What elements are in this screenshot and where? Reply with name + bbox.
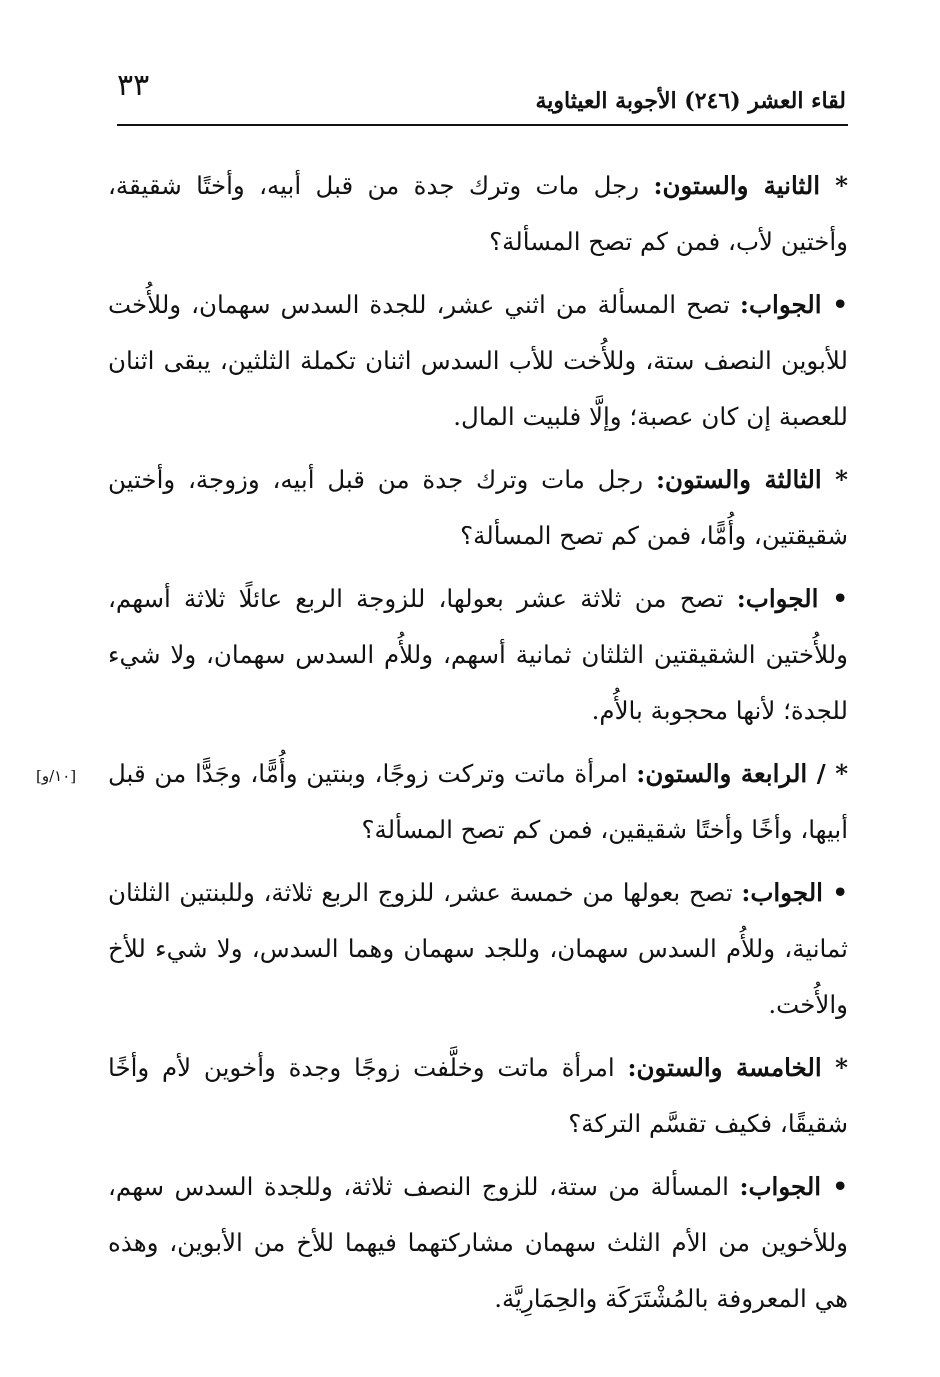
answer-heading: • الجواب: [739, 1172, 848, 1201]
question-heading: * / الرابعة والستون: [636, 759, 849, 788]
question-text: رجل مات وترك جدة من قبل أبيه، وزوجة، وأختين شقيقتين، وأُمًّا، فمن كم تصح المسألة؟ [108, 465, 848, 550]
running-title: لقاء العشر (٢٤٦) الأجوبة العيثاوية [535, 88, 846, 114]
question-text: رجل مات وترك جدة من قبل أبيه، وأختًا شقيقة، وأختين لأب، فمن كم تصح المسألة؟ [108, 171, 848, 256]
question-65 [108, 1040, 848, 1152]
header-divider [117, 124, 848, 126]
question-heading: * الثانية والستون: [653, 171, 848, 200]
page-header [117, 66, 848, 120]
question-text: امرأة ماتت وخلَّفت زوجًا وجدة وأخوين لأم وأخًا شقيقًا، فكيف تقسَّم التركة؟ [108, 1053, 848, 1138]
question-63 [108, 452, 848, 564]
answer-text: المسألة من ستة، للزوج النصف ثلاثة، وللجدة السدس سهم، وللأخوين من الأم الثلث سهمان مشاركتهما فيهما للأخ من الأبوين، وهذه هي المعروفة بالمُشْتَرَكَة والحِمَارِيَّة. [108, 1172, 848, 1313]
manuscript-folio-note: [١٠/و] [36, 767, 77, 785]
answer-63 [108, 571, 848, 739]
question-62 [108, 158, 848, 270]
answer-text: تصح المسألة من اثني عشر، للجدة السدس سهمان، وللأُخت للأبوين النصف ستة، وللأُخت للأب السدس اثنان تكملة الثلثين، يبقى اثنان للعصبة إن كان عصبة؛ وإلَّا فلبيت المال. [108, 290, 848, 431]
answer-65 [108, 1159, 848, 1327]
answer-62 [108, 277, 848, 445]
question-text: امرأة ماتت وتركت زوجًا، وبنتين وأُمًّا، وجَدًّا من قبل أبيها، وأخًا وأختًا شقيقين، فمن كم تصح المسألة؟ [108, 759, 848, 844]
question-heading: * الخامسة والستون: [627, 1053, 848, 1082]
answer-text: تصح من ثلاثة عشر بعولها، للزوجة الربع عائلًا ثلاثة أسهم، وللأُختين الشقيقتين الثلثان ثمانية أسهم، وللأُم السدس سهمان، ولا شيء للجدة؛ لأنها محجوبة بالأُم. [108, 584, 848, 725]
answer-heading: • الجواب: [741, 878, 848, 907]
page-body [36, 158, 849, 1334]
question-64 [36, 746, 849, 858]
answer-64 [108, 865, 848, 1033]
question-heading: * الثالثة والستون: [655, 465, 848, 494]
answer-heading: • الجواب: [739, 290, 848, 319]
answer-text: تصح بعولها من خمسة عشر، للزوج الربع ثلاثة، وللبنتين الثلثان ثمانية، وللأُم السدس سهمان، وللجد سهمان وهما السدس، ولا شيء للأخ والأُخت. [108, 878, 848, 1019]
page-number: ٣٣ [117, 68, 150, 103]
answer-heading: • الجواب: [736, 584, 848, 613]
